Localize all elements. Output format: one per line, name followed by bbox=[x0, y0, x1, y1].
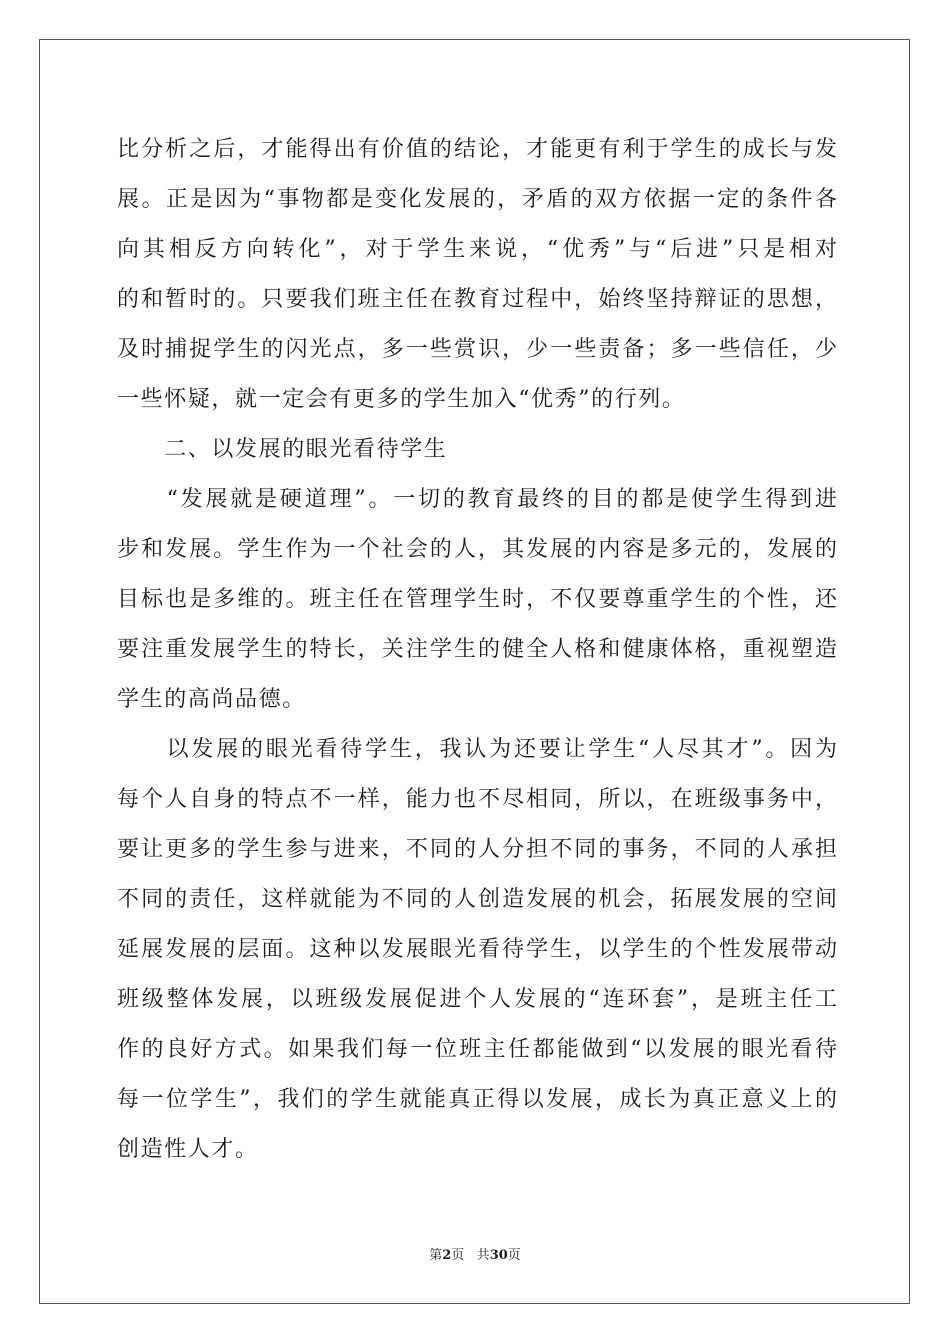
text-line: 每一位学生”，我们的学生就能真正得以发展，成长为真正意义上的 bbox=[117, 1087, 837, 1112]
total-suffix: 页 bbox=[507, 1248, 521, 1263]
text-line: 以发展的眼光看待学生，我认为还要让学生“人尽其才”。因为 bbox=[117, 737, 837, 762]
page-prefix: 第 bbox=[429, 1248, 443, 1263]
text-line: 每个人自身的特点不一样，能力也不尽相同，所以，在班级事务中， bbox=[117, 787, 837, 812]
text-line: 延展发展的层面。这种以发展眼光看待学生，以学生的个性发展带动 bbox=[117, 937, 837, 962]
text-line: 步和发展。学生作为一个社会的人，其发展的内容是多元的，发展的 bbox=[117, 537, 837, 562]
total-pages: 30 bbox=[489, 1248, 508, 1263]
text-line: 向其相反方向转化”，对于学生来说，“优秀”与“后进”只是相对 bbox=[117, 237, 837, 262]
text-line: 的和暂时的。只要我们班主任在教育过程中，始终坚持辩证的思想， bbox=[117, 287, 837, 312]
section-heading: 二、以发展的眼光看待学生 bbox=[117, 437, 448, 462]
text-line: 不同的责任，这样就能为不同的人创造发展的机会，拓展发展的空间 bbox=[117, 887, 837, 912]
page-suffix: 页 bbox=[451, 1248, 465, 1263]
text-line: 作的良好方式。如果我们每一位班主任都能做到“以发展的眼光看待 bbox=[117, 1037, 837, 1062]
page-number: 2 bbox=[442, 1248, 452, 1263]
text-line: 展。正是因为“事物都是变化发展的，矛盾的双方依据一定的条件各 bbox=[117, 187, 837, 212]
text-line: 要注重发展学生的特长，关注学生的健全人格和健康体格，重视塑造 bbox=[117, 637, 837, 662]
page-footer bbox=[0, 1248, 950, 1264]
text-line: 及时捕捉学生的闪光点，多一些赏识，少一些责备；多一些信任，少 bbox=[117, 337, 837, 362]
text-line: 比分析之后，才能得出有价值的结论，才能更有利于学生的成长与发 bbox=[117, 137, 837, 162]
text-line: 学生的高尚品德。 bbox=[117, 687, 306, 712]
text-line: 要让更多的学生参与进来，不同的人分担不同的事务，不同的人承担 bbox=[117, 837, 837, 862]
text-line: 创造性人才。 bbox=[117, 1137, 259, 1162]
text-line: 一些怀疑，就一定会有更多的学生加入“优秀”的行列。 bbox=[117, 387, 686, 412]
text-line: 目标也是多维的。班主任在管理学生时，不仅要尊重学生的个性，还 bbox=[117, 587, 837, 612]
total-prefix: 共 bbox=[476, 1248, 490, 1263]
text-line: “发展就是硬道理”。一切的教育最终的目的都是使学生得到进 bbox=[117, 487, 837, 512]
text-line: 班级整体发展，以班级发展促进个人发展的“连环套”，是班主任工 bbox=[117, 987, 837, 1012]
